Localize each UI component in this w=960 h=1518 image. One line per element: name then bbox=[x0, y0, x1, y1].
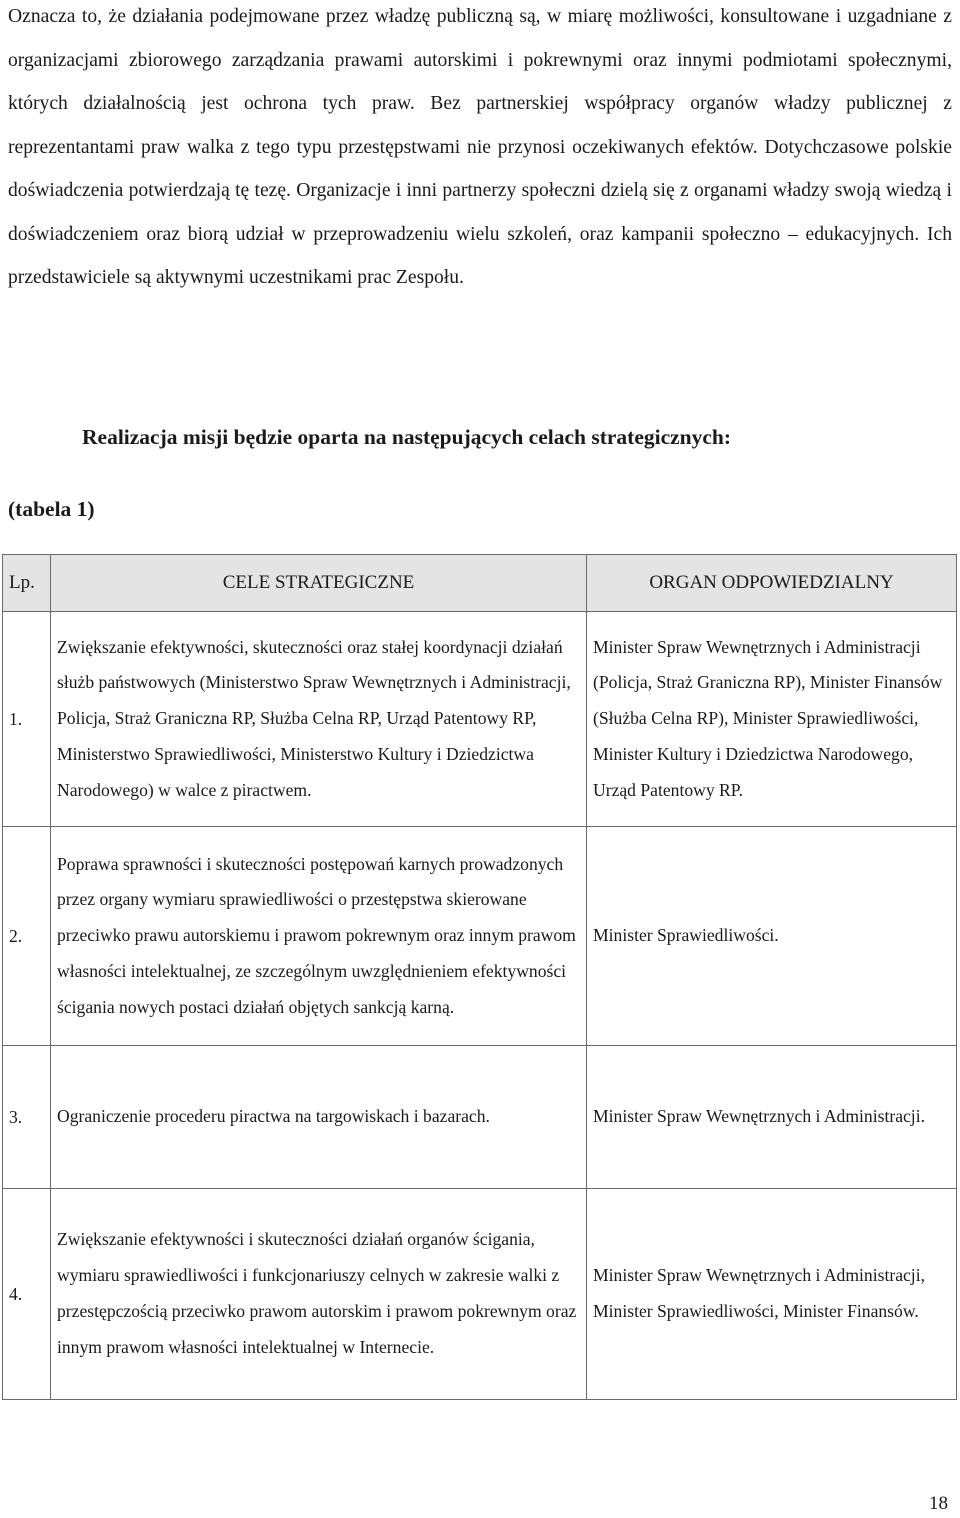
row-number: 1. bbox=[3, 612, 51, 827]
header-lp: Lp. bbox=[3, 555, 51, 612]
organ-cell: Minister Spraw Wewnętrznych i Administracji, Minister Sprawiedliwości, Minister Finansów. bbox=[587, 1189, 957, 1400]
page-number: 18 bbox=[929, 1493, 948, 1514]
header-responsible-organ: ORGAN ODPOWIEDZIALNY bbox=[587, 555, 957, 612]
goal-cell: Ograniczenie procederu piractwa na targowiskach i bazarach. bbox=[51, 1046, 587, 1189]
goal-cell: Zwiększanie efektywności i skuteczności działań organów ścigania, wymiaru sprawiedliwości i funkcjonariuszy celnych w zakresie walki z przestępczością przeciwko prawom autorskim i prawom pokrewnym oraz innym prawom własności intelektualnej w Internecie. bbox=[51, 1189, 587, 1400]
table-row bbox=[3, 1189, 957, 1400]
table-header-row bbox=[3, 555, 957, 612]
intro-paragraph: Oznacza to, że działania podejmowane przez władzę publiczną są, w miarę możliwości, konsultowane i uzgadniane z organizacjami zbiorowego zarządzania prawami autorskimi i pokrewnymi oraz innymi podmiotami społecznymi, których działalnością jest ochrona tych praw. Bez partnerskiej współpracy organów władzy publicznej z reprezentantami praw walka z tego typu przestępstwami nie przynosi oczekiwanych efektów. Dotychczasowe polskie doświadczenia potwierdzają tę tezę. Organizacje i inni partnerzy społeczni dzielą się z organami władzy swoją wiedzą i doświadczeniem oraz biorą udział w przeprowadzeniu wielu szkoleń, oraz kampanii społeczno – edukacyjnych. Ich przedstawiciele są aktywnymi uczestnikami prac Zespołu. bbox=[8, 6, 952, 288]
row-number: 3. bbox=[3, 1046, 51, 1189]
organ-cell: Minister Spraw Wewnętrznych i Administracji (Policja, Straż Graniczna RP), Minister Finansów (Służba Celna RP), Minister Sprawiedliwości, Minister Kultury i Dziedzictwa Narodowego, Urząd Patentowy RP. bbox=[587, 612, 957, 827]
goal-cell: Zwiększanie efektywności, skuteczności oraz stałej koordynacji działań służb państwowych (Ministerstwo Spraw Wewnętrznych i Administracji, Policja, Straż Graniczna RP, Służba Celna RP, Urząd Patentowy RP, Ministerstwo Sprawiedliwości, Ministerstwo Kultury i Dziedzictwa Narodowego) w walce z piractwem. bbox=[51, 612, 587, 827]
table-row bbox=[3, 612, 957, 827]
table-label: (tabela 1) bbox=[8, 497, 95, 521]
table-row bbox=[3, 827, 957, 1046]
table-row bbox=[3, 1046, 957, 1189]
row-number: 2. bbox=[3, 827, 51, 1046]
organ-cell: Minister Sprawiedliwości. bbox=[587, 827, 957, 1046]
organ-cell: Minister Spraw Wewnętrznych i Administracji. bbox=[587, 1046, 957, 1189]
header-strategic-goals: CELE STRATEGICZNE bbox=[51, 555, 587, 612]
row-number: 4. bbox=[3, 1189, 51, 1400]
section-heading: Realizacja misji będzie oparta na następujących celach strategicznych: bbox=[82, 425, 732, 449]
strategic-goals-table bbox=[2, 554, 957, 1400]
goal-cell: Poprawa sprawności i skuteczności postępowań karnych prowadzonych przez organy wymiaru sprawiedliwości o przestępstwa skierowane przeciwko prawu autorskiemu i prawom pokrewnym oraz innym prawom własności intelektualnej, ze szczególnym uwzględnieniem efektywności ścigania nowych postaci działań objętych sankcją karną. bbox=[51, 827, 587, 1046]
